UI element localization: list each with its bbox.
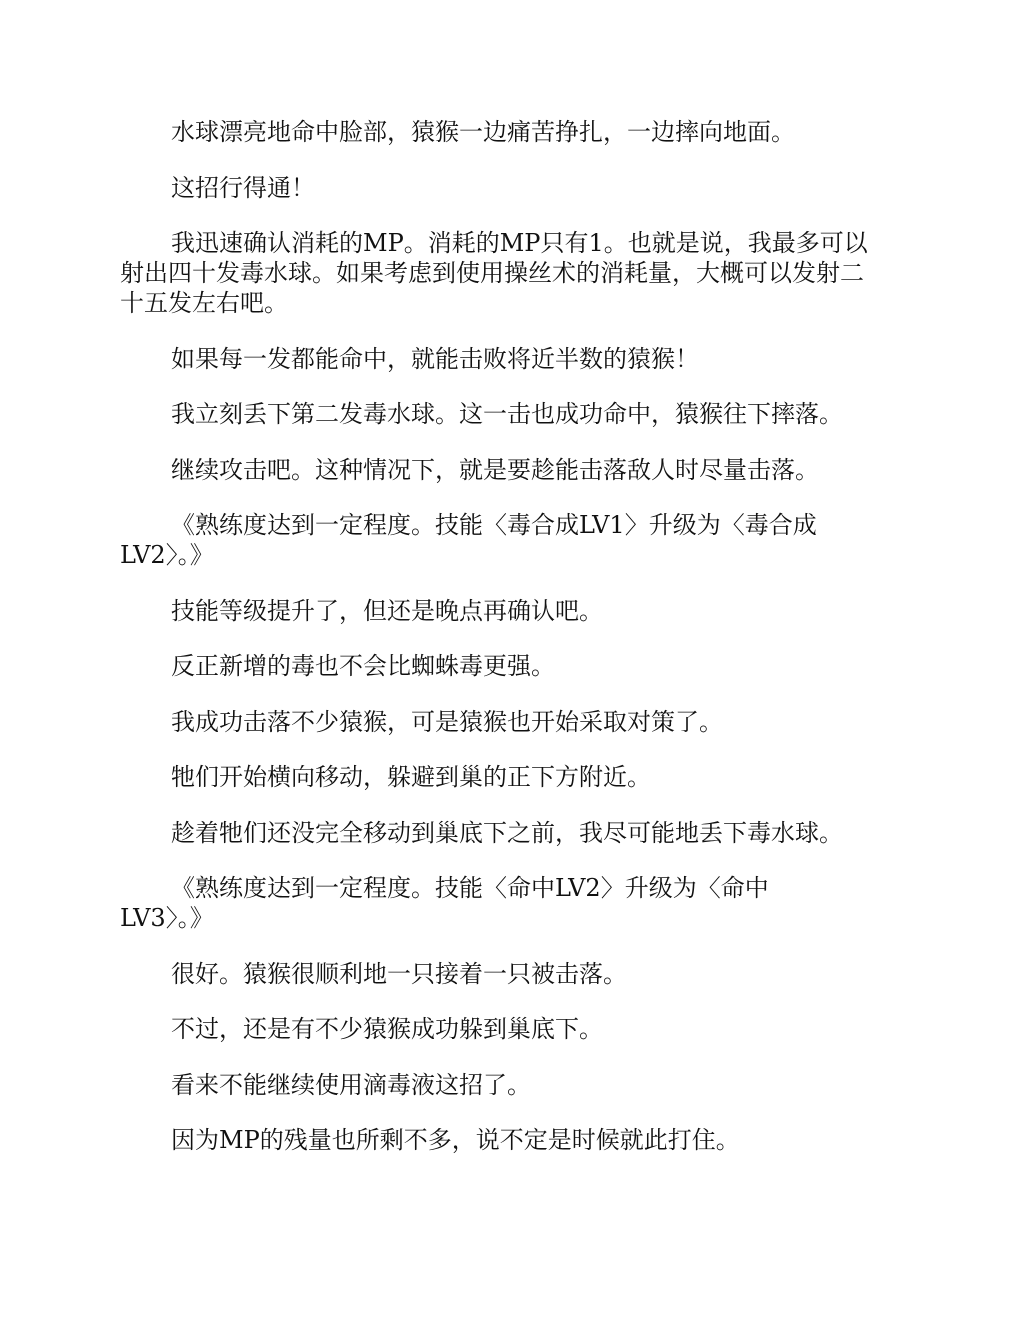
paragraph: 《熟练度达到一定程度。技能〈毒合成LV1〉升级为〈毒合成 LV2〉。》 xyxy=(120,511,817,569)
paragraph: 牠们开始横向移动，躲避到巢的正下方附近。 xyxy=(171,763,651,791)
paragraph: 很好。猿猴很顺利地一只接着一只被击落。 xyxy=(171,959,627,988)
paragraph: 这招行得通！ xyxy=(171,173,315,202)
document-page xyxy=(120,117,900,1181)
paragraph: 水球漂亮地命中脸部，猿猴一边痛苦挣扎，一边摔向地面。 xyxy=(171,118,795,146)
paragraph: 反正新增的毒也不会比蜘蛛毒更强。 xyxy=(171,652,555,680)
paragraph: 我迅速确认消耗的MP。消耗的MP只有1。也就是说，我最多可以 射出四十发毒水球。如果考虑到使用操丝术的消耗量，大概可以发射二 十五发左右吧。 xyxy=(120,229,868,317)
paragraph: 我成功击落不少猿猴，可是猿猴也开始采取对策了。 xyxy=(171,707,723,736)
paragraph: 趁着牠们还没完全移动到巢底下之前，我尽可能地丢下毒水球。 xyxy=(171,818,843,847)
paragraph: 我立刻丢下第二发毒水球。这一击也成功命中，猿猴往下摔落。 xyxy=(171,400,843,428)
paragraph: 如果每一发都能命中，就能击败将近半数的猿猴！ xyxy=(171,344,699,373)
paragraph: 因为MP的残量也所剩不多，说不定是时候就此打住。 xyxy=(171,1126,740,1154)
paragraph: 技能等级提升了，但还是晚点再确认吧。 xyxy=(171,596,603,625)
paragraph: 不过，还是有不少猿猴成功躲到巢底下。 xyxy=(171,1015,603,1043)
paragraph: 继续攻击吧。这种情况下，就是要趁能击落敌人时尽量击落。 xyxy=(171,455,819,484)
paragraph: 看来不能继续使用滴毒液这招了。 xyxy=(171,1070,531,1099)
paragraph: 《熟练度达到一定程度。技能〈命中LV2〉升级为〈命中 LV3〉。》 xyxy=(120,874,769,932)
